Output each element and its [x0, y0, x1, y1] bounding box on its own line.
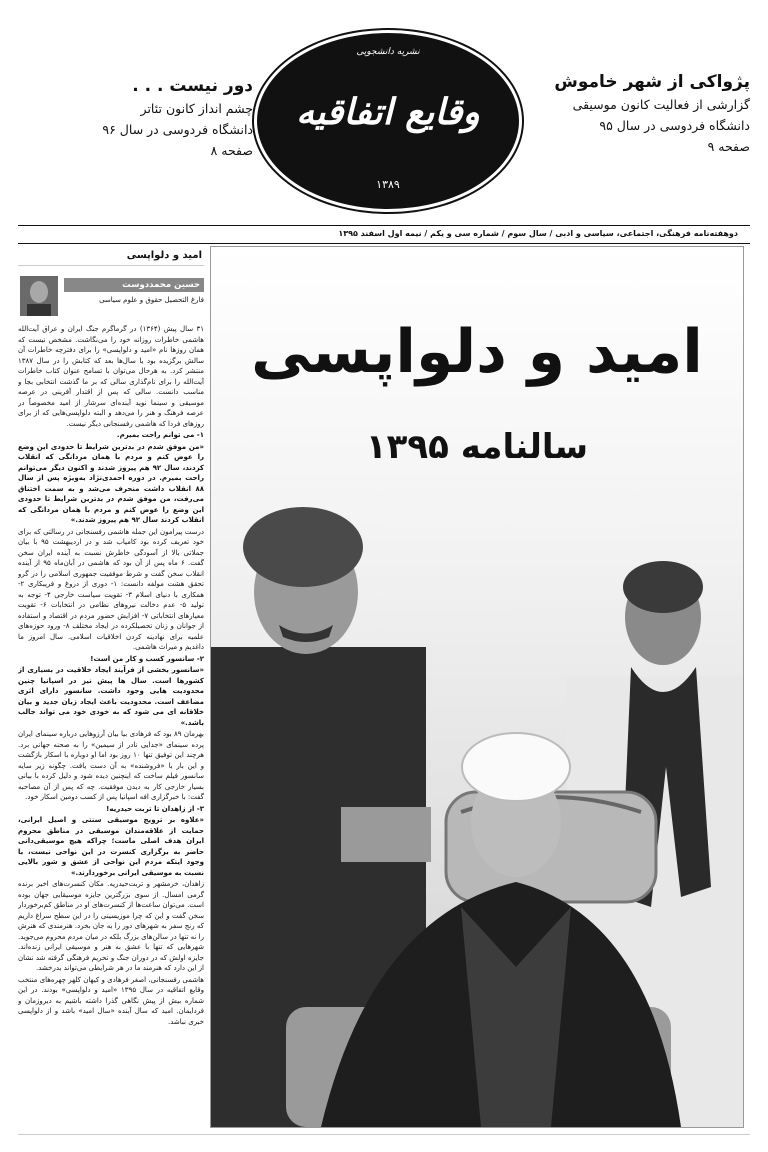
teaser-theatre-outlook[interactable] — [28, 74, 253, 161]
author-avatar — [20, 276, 58, 316]
logo-year: ۱۳۸۹ — [376, 178, 400, 191]
masthead-rule-top — [18, 225, 750, 226]
logo-supra-text: نشریه دانشجویی — [356, 47, 420, 57]
cover-photo — [210, 246, 744, 1128]
teaser-page: صفحه ۹ — [707, 139, 750, 154]
article-paragraph: درست پیرامون این جمله هاشمی رفسنجانی در رسالتی که برای خود تعریف کرده بود کامیاب شد و در اردیبهشت ۹۵ با بیان جملاتی بالا از آسودگی خاطرش نسبت به آینده ایران سخن گفت. ۶ ماه پس از آن بود که هاشمی در آبان‌ماه ۹۵ از آینده انقلاب سخن گفت و شرط موفقیت جمهوری اسلامی را در گرو تحقق هشت مولفه دانست: ۱- دوری از دروغ و فریبکاری ۲- همکاری با دنیای اسلام ۳- تقویت سیاست خارجی ۴- توجه به تولید ۵- عدم دخالت نیروهای نظامی در انتخابات ۶- تقویت معیارهای انتخاباتی ۷- افزایش حضور مردم در اقتصاد و استفاده از جوانان و زنان تحصیلکرده در ایجاد مختلف ۸- ورود حوزه‌های علمیه برای نهادینه کردن اخلاقیات اسلامی. سال امروز ما داغدیم و میراث هاشمی. — [18, 527, 204, 651]
article-subheading: ۱- می توانم راحت بمیرم. — [116, 431, 204, 439]
article-paragraph: هاشمی رفسنجانی، اصغر فرهادی و کیهان کلهر چهره‌های منتخب وقایع اتفاقیه در سال ۱۳۹۵ «امید و دلواپسی» بودند. در این شماره بیش از پیش نگاهی گذرا داشته باشیم به دیروزمان و فردایمان. امید که سال آینده «سال امید» باشد و از دلواپسی خبری نباشد. — [18, 975, 204, 1026]
issue-info-line: دوهفته‌نامه فرهنگی، اجتماعی، سیاسی و ادبی / سال سوم / شماره سی و یکم / نیمه اول اسفند ۱۳۹۵ — [338, 229, 738, 238]
article-subheading: ۳- از زاهدان تا تربت حیدریه! — [106, 804, 204, 813]
article-paragraph: ۳۱ سال پیش (۱۳۶۴) در گرماگرم جنگ ایران و عراق آیت‌الله هاشمی خاطرات روزانه خود را می‌نگاشت. مشخص نیست که همان روزها نام «امید و دلواپسی» را برای دفترچه خاطرات آن سالش برگزیده بود یا سال‌ها بعد که کتابش را در سال ۱۳۸۷ منتشر کرد. به هرحال می‌توان با تسامح عنوان کتاب خاطرات آیت‌الله را برای نام‌گذاری سالی که بر ما گذشت انتخابی بجا و مناسب دانست. سالی که پس از اقتدار آفرینی در عرصه موسیقی و سینما نوید آینده‌ای سرشار از امید مخصوصاً در عرصه فرهنگ و هنر را می‌دهد و البته دلواپسی‌هایی که از برای روزهای فردا که هاشمی رفسنجانی دیگر نیست. — [18, 325, 204, 428]
cover-headline: امید و دلواپسی — [251, 317, 703, 387]
teaser-music-report[interactable] — [525, 70, 750, 157]
teaser-line: دانشگاه فردوسی در سال ۹۵ — [599, 118, 750, 133]
article-subheading: ۲- سانسور کسب و کار من است! — [90, 654, 204, 663]
teaser-page: صفحه ۸ — [210, 143, 253, 158]
author-block — [18, 276, 204, 318]
teaser-title: پژواکی از شهر خاموش — [554, 72, 750, 92]
logo-oval — [254, 30, 522, 212]
article-quote: «من موفق شدم در بدترین شرایط تا حدودی این وضع را عوض کنم و مردم با همان مردانگی که انقلاب کردند، سال ۹۲ هم پیروز شدند و اکنون دیگر می‌توانم راحت بمیرم. در دوره احمدی‌نژاد به‌ویژه پس از سال ۸۸ انقلاب داشت منحرف می‌شد و به سمت اختناق می‌رفت، من موفق شدم در بدترین شرایط تا حدودی این وضع را عوض کنم و مردم با همان مردانگی که انقلاب کردند سال ۹۲ هم پیروز شدند.» — [18, 442, 204, 524]
editorial-column — [18, 246, 204, 1126]
author-portrait-icon — [20, 276, 58, 316]
author-name: حسین محمددوست — [64, 278, 204, 292]
teaser-line: گزارشی از فعالیت کانون موسیقی — [572, 97, 750, 112]
cover-subhead: سالنامه ۱۳۹۵ — [365, 427, 589, 467]
teaser-line: چشم انداز کانون تئاتر — [140, 101, 253, 116]
column-title: امید و دلواپسی — [18, 246, 204, 266]
page-bottom-rule — [18, 1134, 750, 1135]
article-paragraph: زاهدان، خرمشهر و تربت‌حیدریه. مکان کنسرت‌های اخیر برنده گرمی امسال. از سوی بزرگترین جایزه موسیقایی جهان بوده است. می‌توان ساعت‌ها از کنسرت‌های او در مناطق کم‌برخوردار سخن گفت و این که چرا موزیسینی را در این سطح سراغ داریم که رنج سفر به شهرهای دور را به جان بخرد. هنرمندی که هنرش را نه تنها در سالن‌های بزرگ بلکه در میان مردم محروم می‌جوید. شهرهایی که تنها با عشق به هنر و موسیقی ایرانی زنده‌اند. جایزه اولش که در دوران جنگ و تحریم فرهنگی گرفته شد نشان از این دارد که هنرمند ما در هر شرایطی می‌تواند بدرخشد. — [18, 880, 204, 972]
article-body — [18, 324, 204, 1027]
masthead-logo — [252, 30, 522, 212]
teaser-line: دانشگاه فردوسی در سال ۹۶ — [102, 122, 253, 137]
article-paragraph: بهرمان ۸۹ بود که فرهادی بیا بیان آرزوهایی درباره سینمای ایران پرده سینمای «جدایی نادر از سیمین» را به صحنه جهانی برد. هرچند این توفیق تنها ۱۰ روز بود اما او دوباره با اسکار بازگشت و این بار با «فروشنده» به آن دست یافت. چگونه زیر سایه سانسور فیلم ساخت که اینچنین دیده شود و دلیل کرده با بیانی بسیار خارجی کار به دیدن موفقیت. چه که پس از آن مصاحبه گفت: با خبرگزاری افه اسپانیا پس از کسب دومین اسکار خود. — [18, 730, 204, 801]
masthead-rule-bottom — [18, 243, 750, 244]
author-role: فارغ التحصیل حقوق و علوم سیاسی — [99, 296, 204, 304]
teaser-title: دور نیست . . . — [132, 76, 253, 96]
article-quote: «سانسور بخشی از فرآیند ایجاد خلاقیت در بسیاری از کشورها است. سال ها پیش نیز در اسپانیا چنین محدودیت هایی وجود داشت. سانسور دارای اثری مضاعف است. محدودیت باعث ایجاد زبان جدید و بیان خلاقانه ای می شود که به خودی خود می تواند جالب باشد.» — [18, 666, 204, 727]
logo-title: وقایع اتفاقیه — [296, 91, 480, 133]
article-quote: «علاوه بر ترویج موسیقی سنتی و اصیل ایرانی، حمایت از علاقه‌مندان موسیقی در مناطق محروم ایران هدف اصلی ماست؛ چراکه هیچ موسیقی‌دانی حاضر به برگزاری کنسرت در این نواحی نیست، با وجود اینکه مردم این نواحی از عشق و شور بالایی نسبت به موسیقی ایرانی برخوردارند.» — [18, 816, 204, 877]
